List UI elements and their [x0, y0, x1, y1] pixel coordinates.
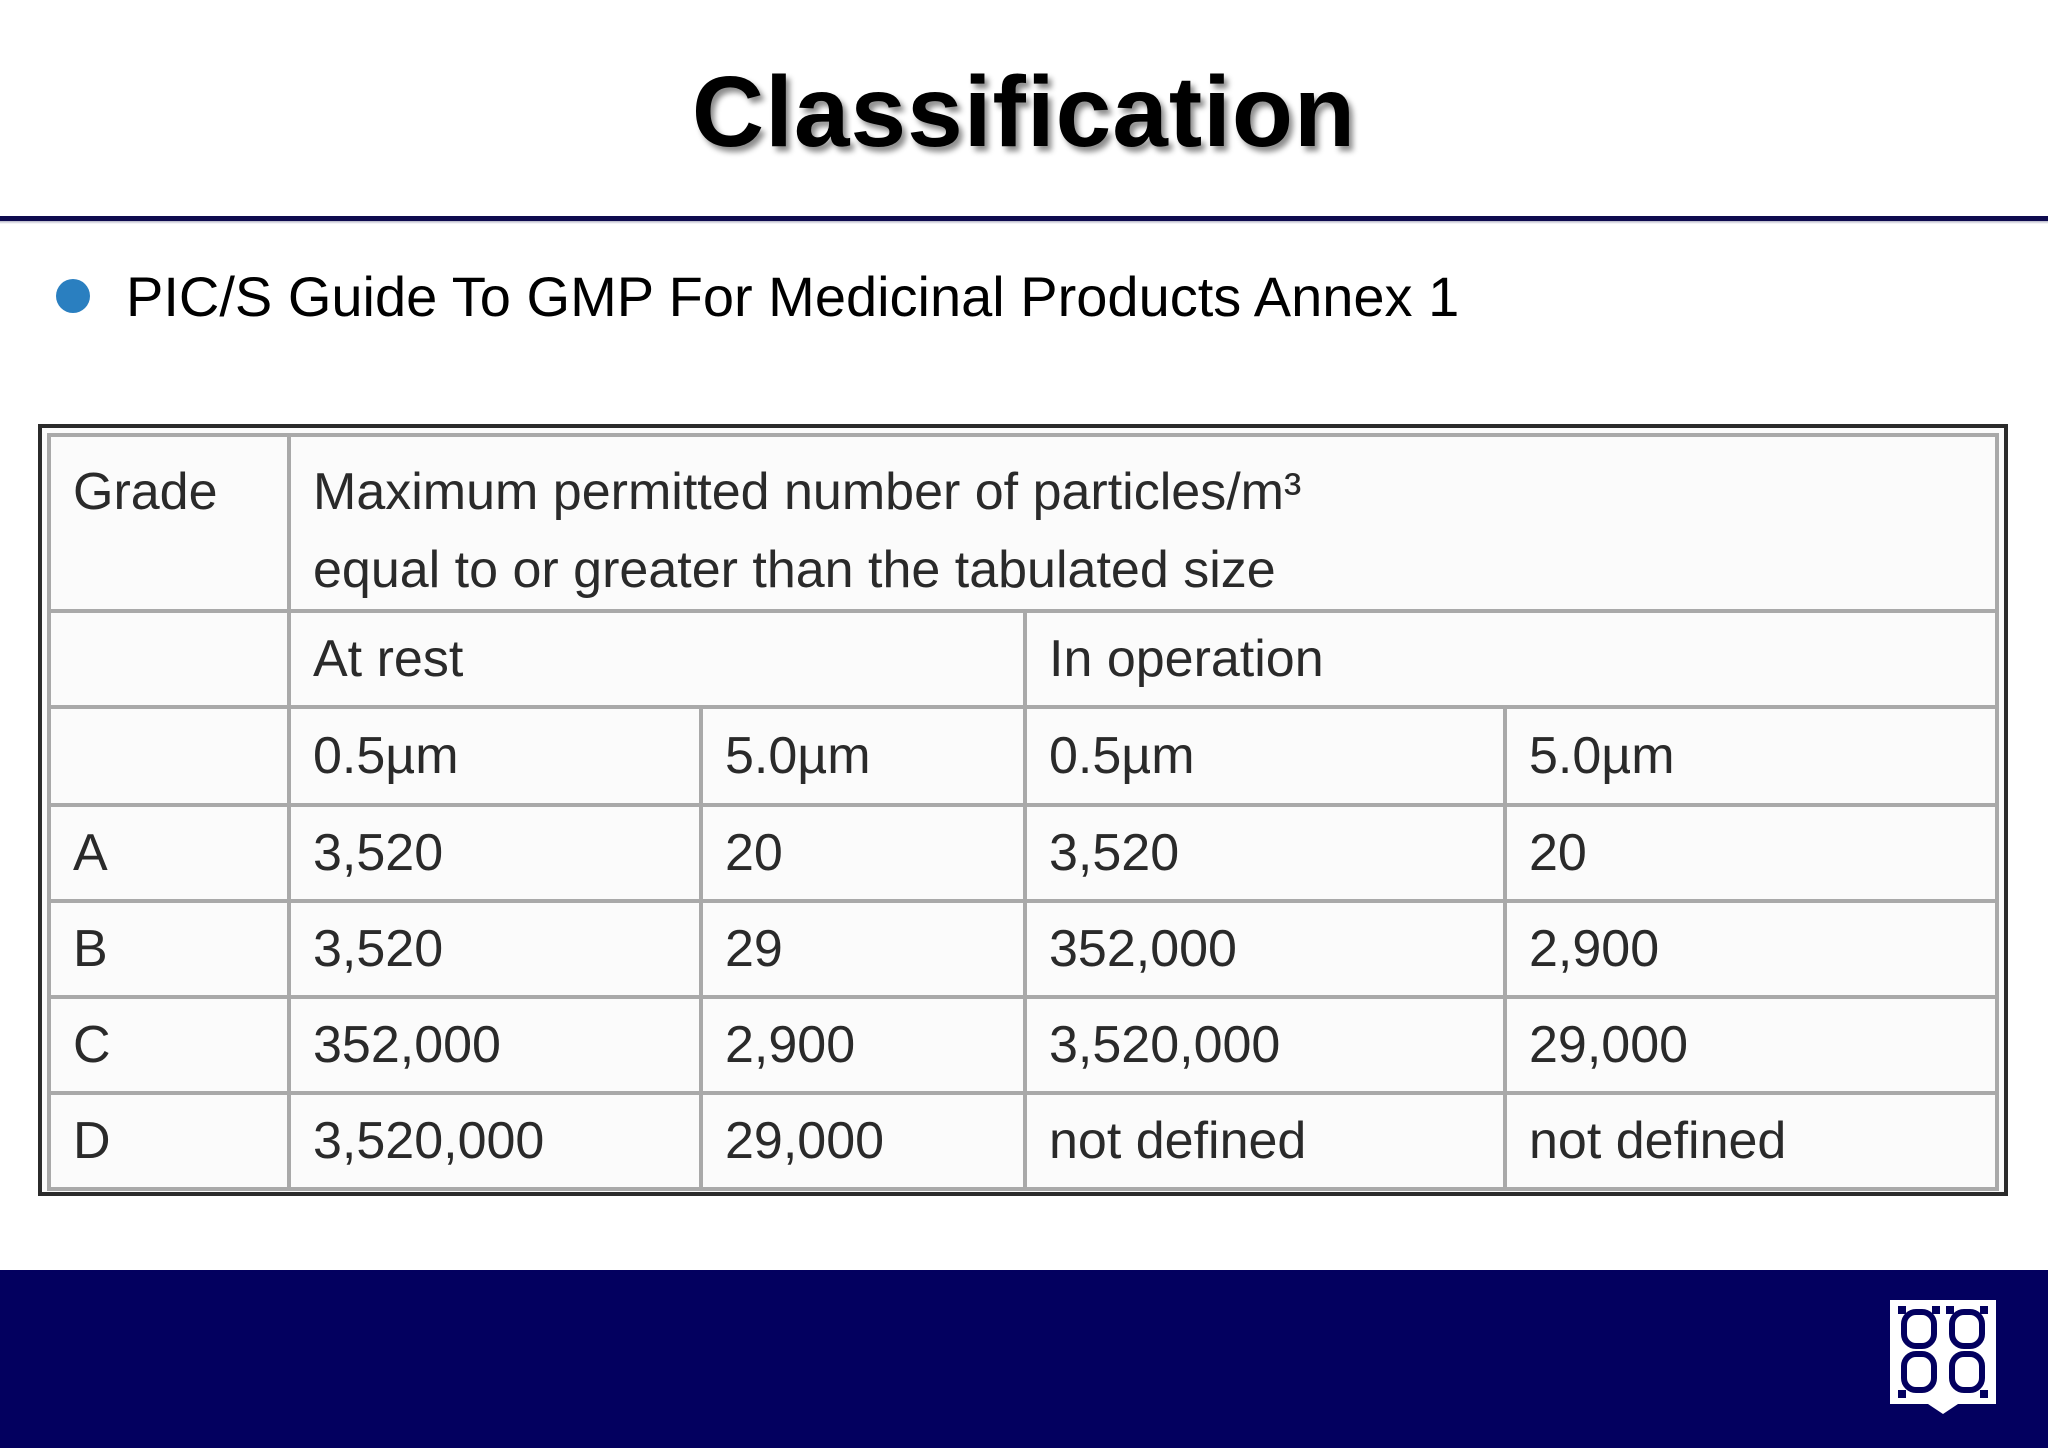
bullet-text: PIC/S Guide To GMP For Medicinal Products Annex 1 [126, 264, 1460, 328]
table-size-row [49, 707, 1997, 805]
table-row [49, 805, 1997, 901]
grade-cell: B [49, 901, 289, 997]
size-header: 0.5µm [289, 707, 701, 805]
footer-bar [0, 1270, 2048, 1448]
grade-cell: A [49, 805, 289, 901]
table-cell: 20 [701, 805, 1025, 901]
particles-header-line1: Maximum permitted number of particles/m³ [313, 463, 1302, 521]
size-header: 5.0µm [701, 707, 1025, 805]
bullet-dot-icon [56, 279, 90, 313]
organization-logo-icon [1888, 1298, 1998, 1414]
in-operation-header: In operation [1025, 611, 1997, 707]
bullet-item [56, 256, 1459, 336]
table-state-row [49, 611, 1997, 707]
classification-table [47, 433, 1999, 1191]
empty-cell [49, 707, 289, 805]
table-cell: 3,520,000 [1025, 997, 1505, 1093]
size-header: 0.5µm [1025, 707, 1505, 805]
table-cell: 352,000 [1025, 901, 1505, 997]
table-cell: 3,520,000 [289, 1093, 701, 1189]
table-cell: 29,000 [701, 1093, 1025, 1189]
slide-title: Classification [691, 56, 1357, 168]
particles-header-line2: equal to or greater than the tabulated size [313, 541, 1276, 599]
table-cell: 3,520 [1025, 805, 1505, 901]
grade-cell: D [49, 1093, 289, 1189]
table-header-row [49, 435, 1997, 611]
table-cell: 2,900 [1505, 901, 1997, 997]
grade-header: Grade [49, 435, 289, 611]
classification-table-frame [38, 424, 2008, 1196]
table-cell: 3,520 [289, 805, 701, 901]
size-header: 5.0µm [1505, 707, 1997, 805]
table-cell: 3,520 [289, 901, 701, 997]
grade-cell: C [49, 997, 289, 1093]
table-cell: 2,900 [701, 997, 1025, 1093]
table-cell: 29 [701, 901, 1025, 997]
table-row [49, 997, 1997, 1093]
table-row [49, 901, 1997, 997]
table-cell: not defined [1505, 1093, 1997, 1189]
empty-cell [49, 611, 289, 707]
table-cell: 352,000 [289, 997, 701, 1093]
table-cell: not defined [1025, 1093, 1505, 1189]
table-cell: 20 [1505, 805, 1997, 901]
particles-header [289, 435, 1997, 611]
title-divider-shadow [0, 221, 2048, 224]
at-rest-header: At rest [289, 611, 1025, 707]
table-row [49, 1093, 1997, 1189]
table-cell: 29,000 [1505, 997, 1997, 1093]
